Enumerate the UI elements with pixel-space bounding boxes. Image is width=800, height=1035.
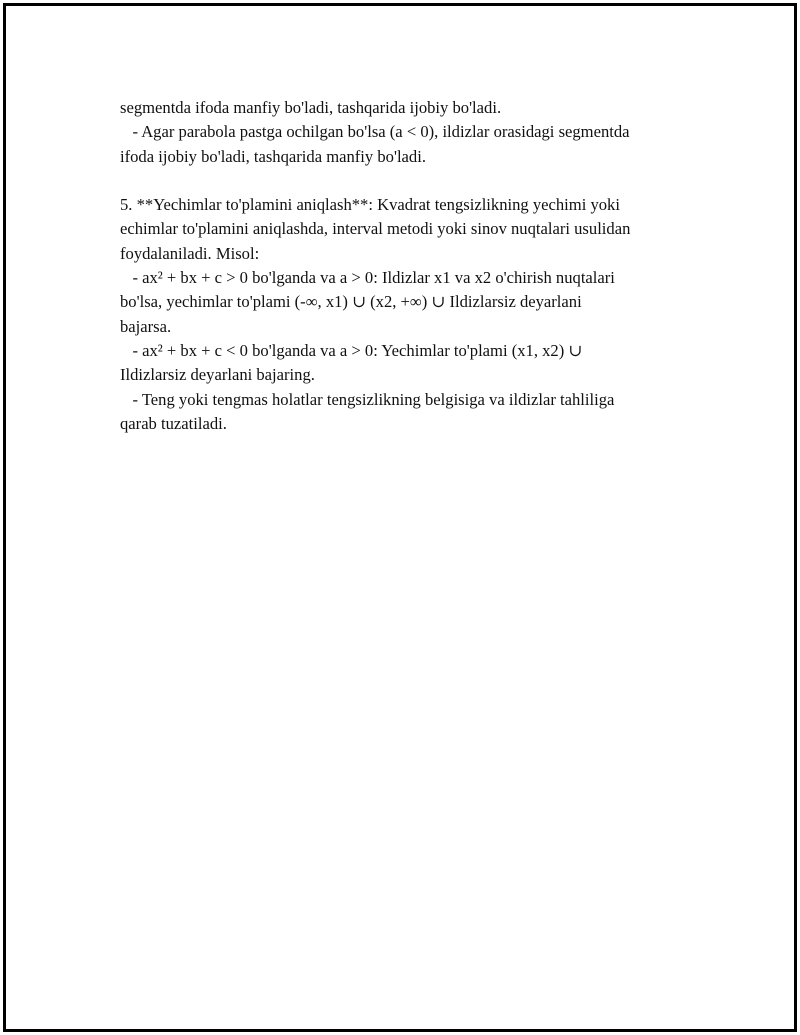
text-line: ifoda ijobiy bo'ladi, tashqarida manfiy bo'ladi. xyxy=(120,146,426,166)
text-line: echimlar to'plamini aniqlashda, interval metodi yoki sinov nuqtalari usulidan xyxy=(120,219,631,239)
text-line: bo'lsa, yechimlar to'plami (-∞, x1) ∪ (x2, +∞) ∪ Ildizlarsiz deyarlani xyxy=(120,292,582,312)
text-line: segmentda ifoda manfiy bo'ladi, tashqarida ijobiy bo'ladi. xyxy=(120,98,502,117)
text-line: qarab tuzatiladi. xyxy=(120,413,227,433)
text-line: - ax² + bx + c > 0 bo'lganda va a > 0: Ildizlar x1 va x2 o'chirish nuqtalari xyxy=(120,268,615,288)
text-line: Ildizlarsiz deyarlani bajaring. xyxy=(120,365,315,385)
text-line: foydalaniladi. Misol: xyxy=(120,243,260,263)
text-line: bajarsa. xyxy=(120,316,172,336)
text-line: - ax² + bx + c < 0 bo'lganda va a > 0: Yechimlar to'plami (x1, x2) ∪ xyxy=(120,340,583,360)
text-line: 5. **Yechimlar to'plamini aniqlash**: Kvadrat tengsizlikning yechimi yoki xyxy=(120,195,620,215)
blank-line xyxy=(120,169,700,193)
text-line: - Teng yoki tengmas holatlar tengsizlikning belgisiga va ildizlar tahliliga xyxy=(120,389,615,409)
document-page xyxy=(3,3,797,1032)
text-line: - Agar parabola pastga ochilgan bo'lsa (a < 0), ildizlar orasidagi segmentda xyxy=(120,122,630,142)
document-body xyxy=(120,96,700,436)
